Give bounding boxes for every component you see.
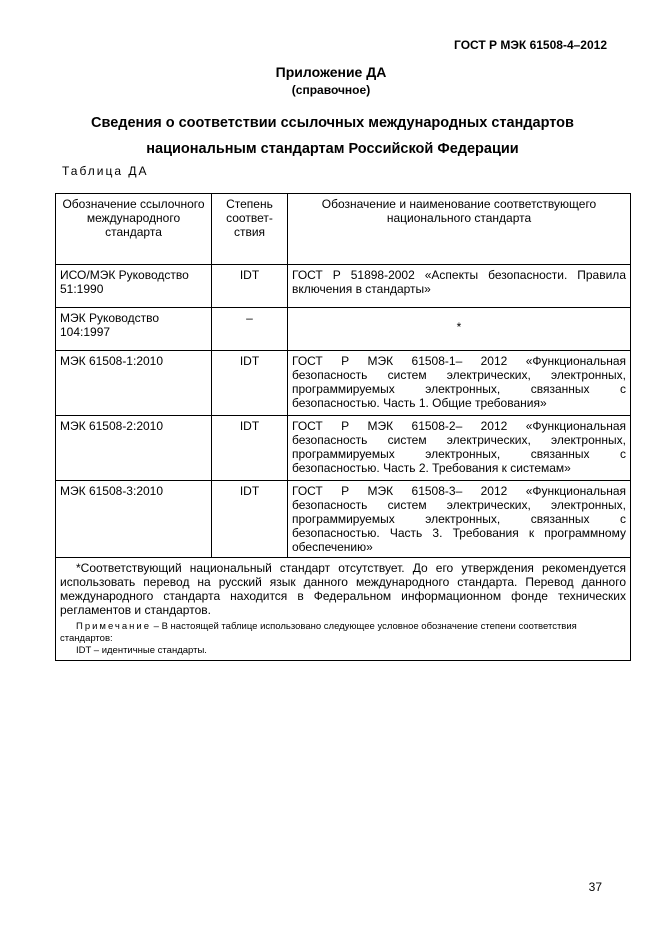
section-title	[60, 110, 605, 162]
cell-degree: IDT	[212, 416, 288, 481]
table-footer-row	[56, 558, 631, 661]
section-title-line-2: национальным стандартам Российской Федерации	[146, 141, 519, 157]
table-caption: Таблица ДА	[62, 164, 149, 178]
cell-degree: –	[212, 308, 288, 351]
correspondence-table	[55, 193, 631, 661]
note-label: Примечание	[76, 621, 151, 632]
appendix-title: Приложение ДА	[275, 64, 387, 80]
appendix-subtitle: (справочное)	[291, 83, 371, 97]
cell-national: *	[288, 308, 631, 351]
header-degree: Степень соответ-ствия	[212, 194, 288, 265]
note-idt: IDT – идентичные стандарты.	[76, 645, 207, 656]
cell-ref: ИСО/МЭК Руководство 51:1990	[56, 265, 212, 308]
cell-ref: МЭК 61508-1:2010	[56, 351, 212, 416]
cell-national: ГОСТ Р МЭК 61508-3– 2012 «Функциональная безопасность систем электрических, электронных, программируемых электронных, связанных с безопасностью. Часть 3. Требования к программному обеспечению»	[288, 481, 631, 558]
section-title-line-1: Сведения о соответствии ссылочных международных стандартов	[91, 115, 574, 131]
page-number: 37	[588, 880, 602, 894]
table-header-row	[56, 194, 631, 265]
cell-ref: МЭК 61508-3:2010	[56, 481, 212, 558]
table-row	[56, 416, 631, 481]
cell-national: ГОСТ Р МЭК 61508-1– 2012 «Функциональная безопасность систем электрических, электронных, программируемых электронных, связанных с безопасностью. Часть 1. Общие требования»	[288, 351, 631, 416]
table-row	[56, 308, 631, 351]
table-row	[56, 481, 631, 558]
cell-national: ГОСТ Р МЭК 61508-2– 2012 «Функциональная безопасность систем электрических, электронных, программируемых электронных, связанных с безопасностью. Часть 2. Требования к системам»	[288, 416, 631, 481]
cell-ref: МЭК 61508-2:2010	[56, 416, 212, 481]
cell-degree: IDT	[212, 265, 288, 308]
table-row	[56, 265, 631, 308]
cell-national: ГОСТ Р 51898-2002 «Аспекты безопасности. Правила включения в стандарты»	[288, 265, 631, 308]
header-national-standard: Обозначение и наименование соответствующего национального стандарта	[288, 194, 631, 265]
table-note	[60, 621, 626, 645]
note-text: – В настоящей таблице использовано следующее условное обозначение степени соответствия стандартов:	[60, 621, 577, 644]
footnote: *Соответствующий национальный стандарт отсутствует. До его утверждения рекомендуется использовать перевод на русский язык данного международного стандарта. Перевод данного международного стандарта находится в Федеральном информационном фонде технических регламентов и стандартов.	[60, 561, 626, 617]
cell-degree: IDT	[212, 351, 288, 416]
table-row	[56, 351, 631, 416]
document-code: ГОСТ Р МЭК 61508-4–2012	[454, 38, 607, 52]
header-ref-standard: Обозначение ссылочного международного стандарта	[56, 194, 212, 265]
cell-ref: МЭК Руководство 104:1997	[56, 308, 212, 351]
table-footer	[56, 558, 631, 661]
cell-degree: IDT	[212, 481, 288, 558]
